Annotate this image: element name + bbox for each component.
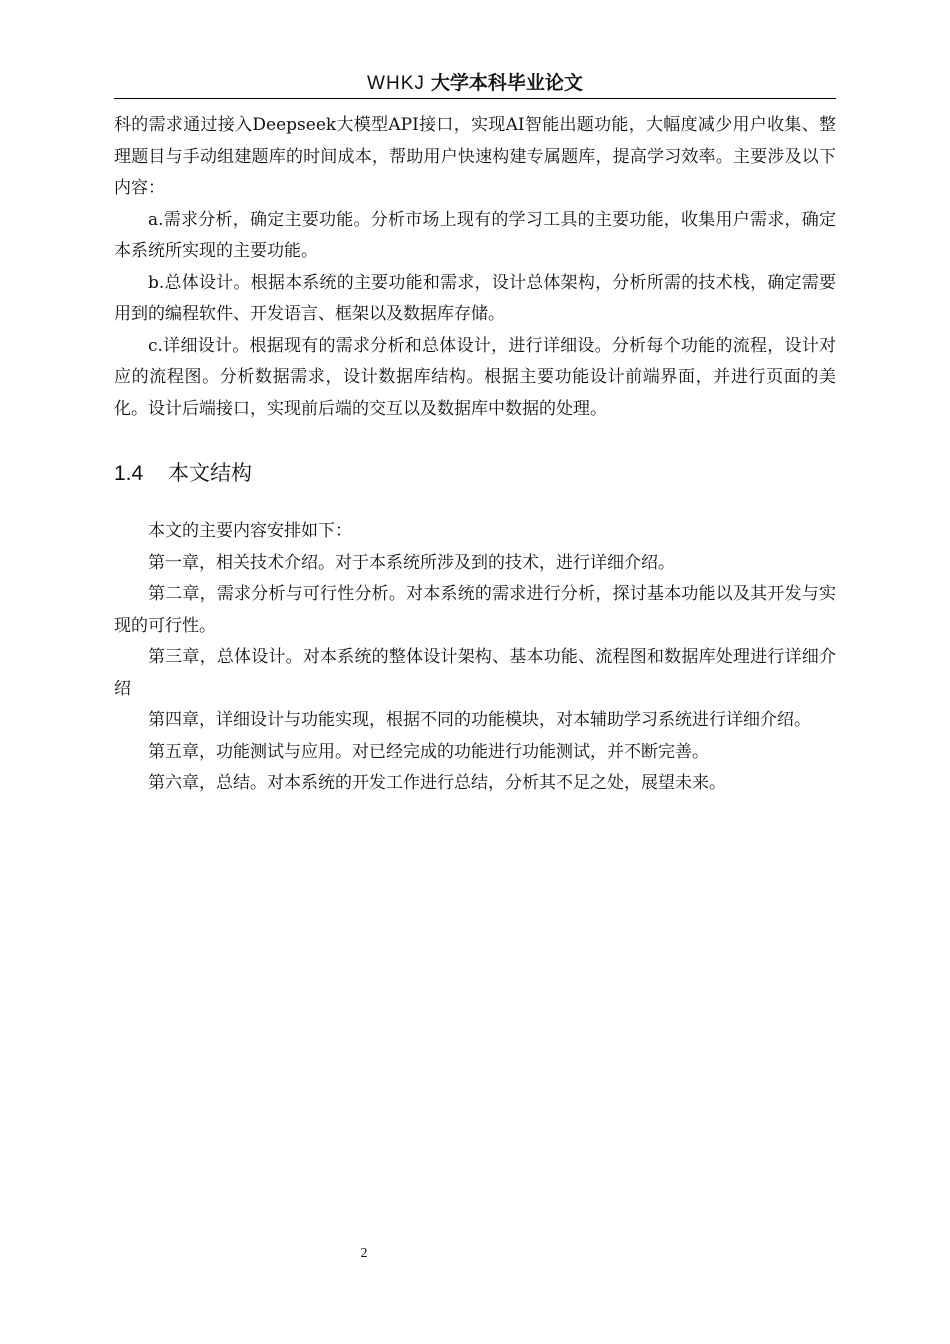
chapter-3-paragraph: 第三章，总体设计。对本系统的整体设计架构、基本功能、流程图和数据库处理进行详细介绍 bbox=[114, 647, 836, 699]
chapter-6-paragraph: 第六章，总结。对本系统的开发工作进行总结，分析其不足之处，展望未来。 bbox=[148, 773, 726, 793]
page-number: 2 bbox=[360, 1246, 368, 1261]
chapter-2-paragraph: 第二章，需求分析与可行性分析。对本系统的需求进行分析，探讨基本功能以及其开发与实现的可行性。 bbox=[114, 584, 836, 636]
page-header bbox=[114, 70, 836, 97]
chapter-4-paragraph: 第四章，详细设计与功能实现，根据不同的功能模块，对本辅助学习系统进行详细介绍。 bbox=[148, 710, 811, 730]
header-thesis-title: 大学本科毕业论文 bbox=[430, 72, 583, 94]
header-school-abbrev: WHKJ bbox=[367, 73, 425, 94]
header-divider bbox=[114, 98, 836, 99]
section-number: 1.4 bbox=[114, 462, 144, 485]
item-c-paragraph: c.详细设计。根据现有的需求分析和总体设计，进行详细设。分析每个功能的流程，设计对应的流程图。分析数据需求，设计数据库结构。根据主要功能设计前端界面，并进行页面的美化。设计后端接口，实现前后端的交互以及数据库中数据的处理。 bbox=[114, 335, 836, 419]
section-heading bbox=[114, 455, 836, 492]
item-b-paragraph: b.总体设计。根据本系统的主要功能和需求，设计总体架构，分析所需的技术栈，确定需要用到的编程软件、开发语言、框架以及数据库存储。 bbox=[114, 272, 836, 324]
page-body bbox=[114, 110, 836, 800]
structure-lead: 本文的主要内容安排如下： bbox=[148, 521, 352, 541]
chapter-5-paragraph: 第五章，功能测试与应用。对已经完成的功能进行功能测试，并不断完善。 bbox=[148, 741, 709, 762]
section-spacer bbox=[114, 492, 836, 516]
intro-paragraph: 科的需求通过接入Deepseek大模型API接口，实现AI智能出题功能，大幅度减少用户收集、整理题目与手动组建题库的时间成本，帮助用户快速构建专属题库，提高学习效率。主要涉及以下内容： bbox=[114, 115, 836, 198]
item-a-paragraph: a.需求分析，确定主要功能。分析市场上现有的学习工具的主要功能，收集用户需求，确定本系统所实现的主要功能。 bbox=[114, 209, 836, 261]
chapter-1-paragraph: 第一章，相关技术介绍。对于本系统所涉及到的技术，进行详细介绍。 bbox=[148, 552, 675, 573]
section-title: 本文结构 bbox=[168, 461, 252, 485]
